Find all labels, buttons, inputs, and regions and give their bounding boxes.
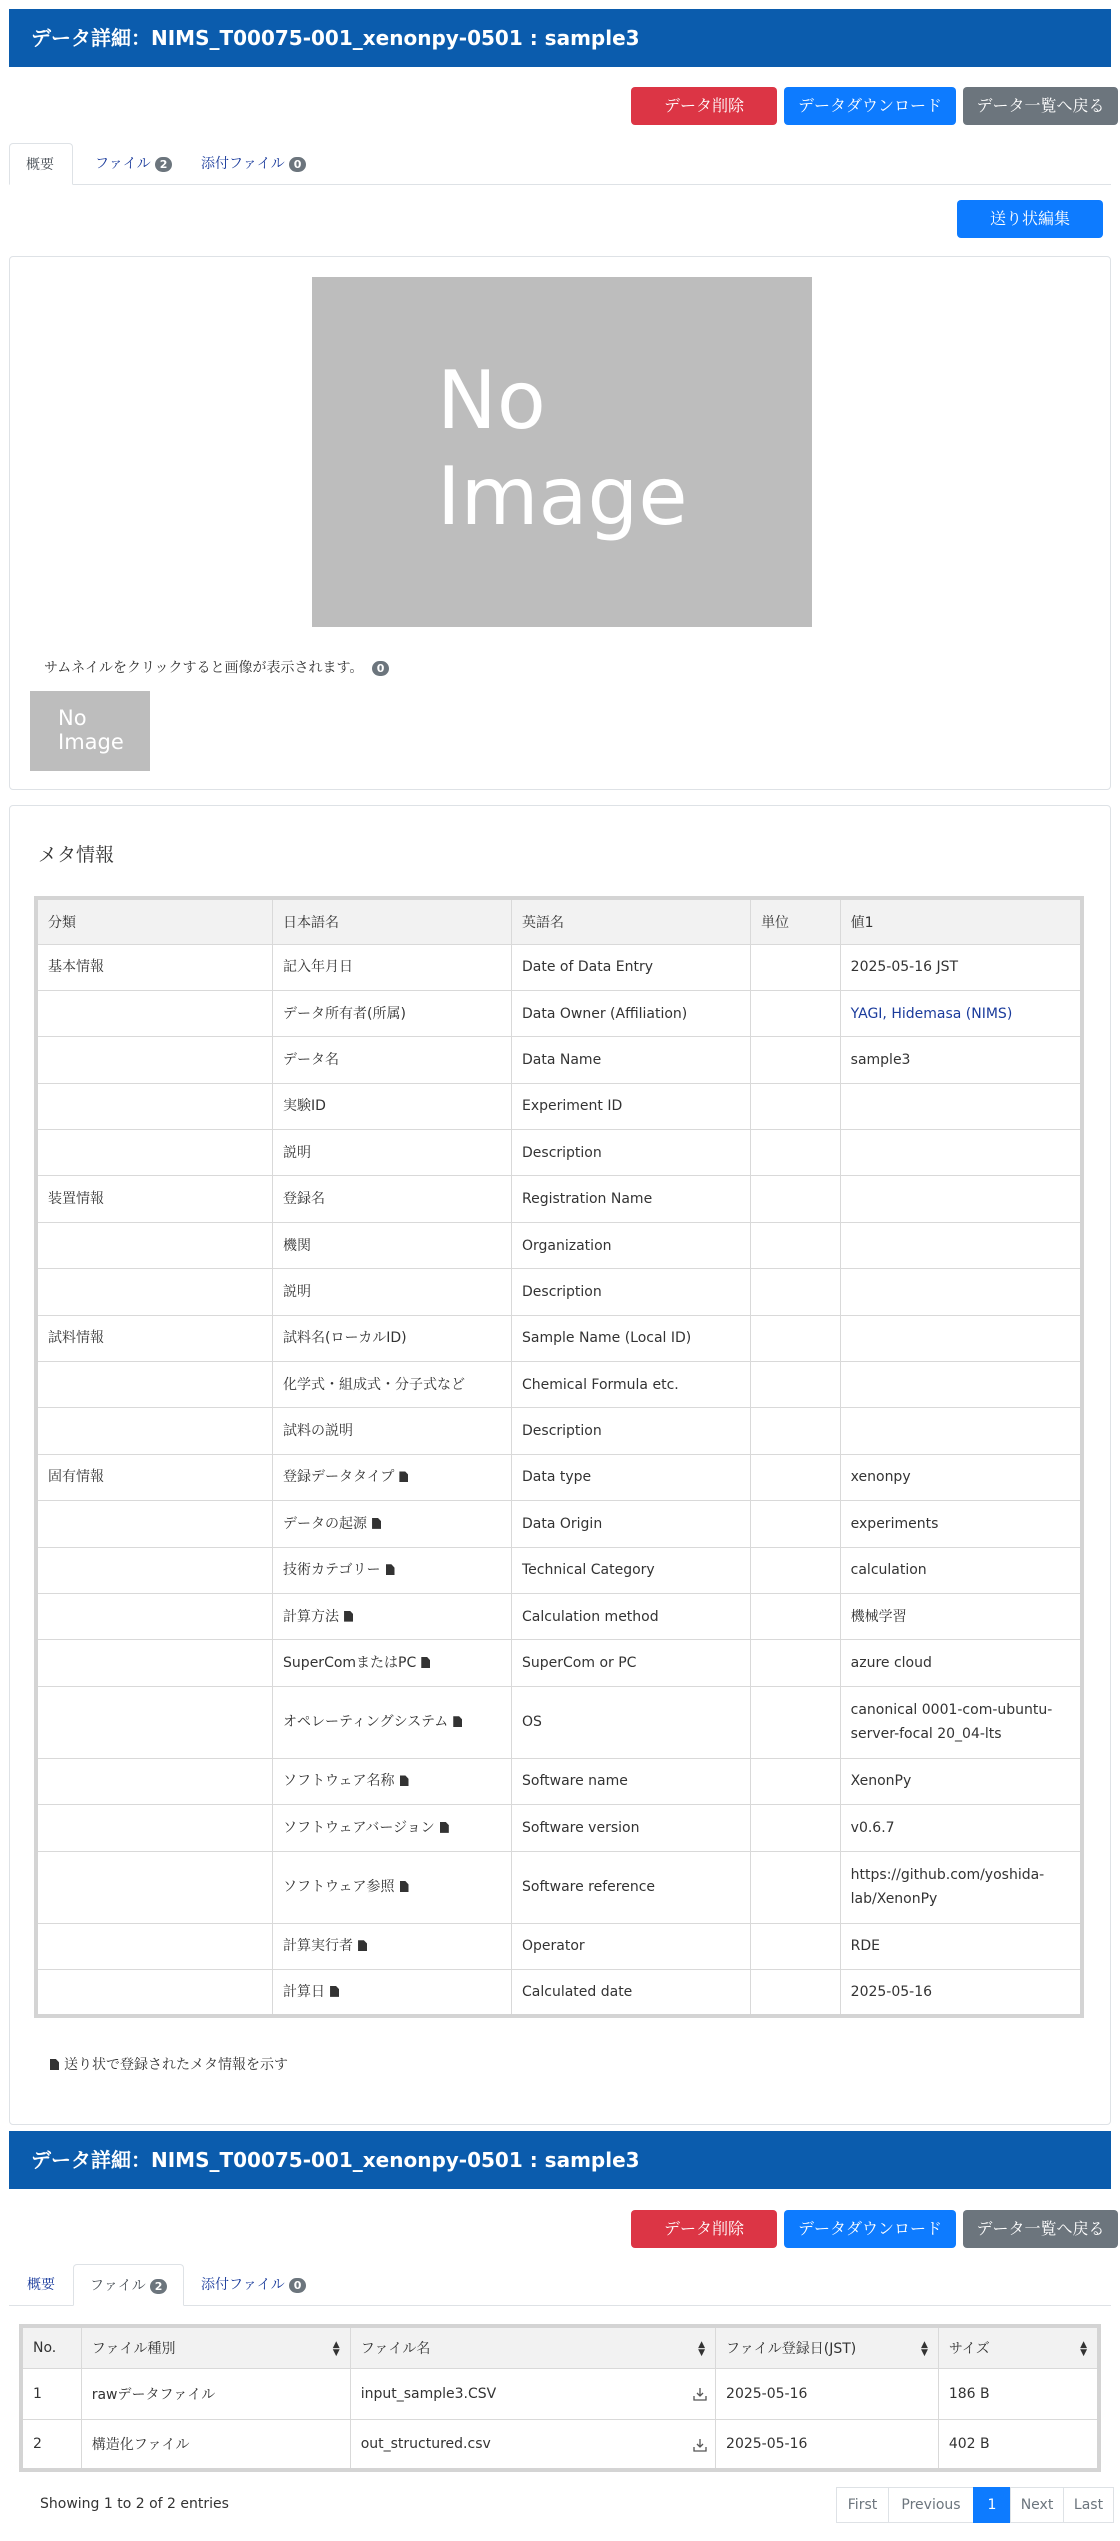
meta-category-cell bbox=[36, 1408, 273, 1454]
meta-row bbox=[36, 1501, 1082, 1547]
meta-unit-cell bbox=[751, 1851, 841, 1923]
document-icon bbox=[453, 1716, 462, 1727]
meta-value-cell: calculation bbox=[840, 1547, 1082, 1593]
meta-japanese-name-cell: 登録名 bbox=[273, 1176, 512, 1222]
document-icon bbox=[440, 1822, 449, 1833]
meta-value-cell bbox=[840, 1176, 1082, 1222]
meta-japanese-name-cell: SuperComまたはPC bbox=[273, 1640, 512, 1686]
meta-english-name-cell: Data Owner (Affiliation) bbox=[512, 990, 751, 1036]
meta-category-cell: 基本情報 bbox=[36, 944, 273, 990]
meta-row bbox=[36, 1547, 1082, 1593]
edit-invoice-button[interactable]: 送り状編集 bbox=[957, 200, 1103, 238]
meta-japanese-name-cell: ソフトウェア参照 bbox=[273, 1851, 512, 1923]
meta-category-cell bbox=[36, 1969, 273, 2015]
meta-value-cell: sample3 bbox=[840, 1037, 1082, 1083]
page-title-secondary: データ詳細：NIMS_T00075-001_xenonpy-0501 : sample3 bbox=[9, 2131, 1111, 2189]
meta-japanese-name-cell: 試料名(ローカルID) bbox=[273, 1315, 512, 1361]
meta-value-cell: v0.6.7 bbox=[840, 1805, 1082, 1851]
meta-japanese-name-cell: データ名 bbox=[273, 1037, 512, 1083]
meta-unit-cell bbox=[751, 1969, 841, 2015]
thumbnail-count-badge: 0 bbox=[372, 661, 390, 676]
meta-unit-cell bbox=[751, 1083, 841, 1129]
meta-english-name-cell: Organization bbox=[512, 1222, 751, 1268]
meta-category-cell bbox=[36, 1686, 273, 1758]
download-icon[interactable] bbox=[693, 2438, 707, 2452]
meta-category-cell bbox=[36, 1083, 273, 1129]
meta-value-cell: 2025-05-16 JST bbox=[840, 944, 1082, 990]
meta-row bbox=[36, 1130, 1082, 1176]
meta-card bbox=[9, 805, 1111, 2125]
meta-unit-cell bbox=[751, 1805, 841, 1851]
meta-row bbox=[36, 1805, 1082, 1851]
meta-unit-cell bbox=[751, 1454, 841, 1500]
file-date-cell: 2025-05-16 bbox=[716, 2368, 939, 2419]
meta-row bbox=[36, 1593, 1082, 1639]
meta-category-cell bbox=[36, 990, 273, 1036]
meta-row bbox=[36, 1362, 1082, 1408]
meta-value-cell bbox=[840, 990, 1082, 1036]
back-to-list-button[interactable]: データ一覧へ戻る bbox=[963, 87, 1118, 125]
pagination-first[interactable]: First bbox=[836, 2487, 889, 2523]
document-icon bbox=[344, 1611, 353, 1622]
meta-row bbox=[36, 1176, 1082, 1222]
meta-unit-cell bbox=[751, 1686, 841, 1758]
sort-icon: ▲ ▼ bbox=[1080, 2340, 1087, 2358]
pagination-page-1[interactable]: 1 bbox=[973, 2487, 1011, 2523]
document-icon bbox=[358, 1940, 367, 1951]
meta-row bbox=[36, 1640, 1082, 1686]
attachments-count-badge: 0 bbox=[289, 157, 307, 172]
meta-japanese-name-cell: 技術カテゴリー bbox=[273, 1547, 512, 1593]
meta-value-cell: azure cloud bbox=[840, 1640, 1082, 1686]
meta-title: メタ情報 bbox=[38, 844, 115, 866]
meta-japanese-name-cell: オペレーティングシステム bbox=[273, 1686, 512, 1758]
meta-japanese-name-cell: 計算方法 bbox=[273, 1593, 512, 1639]
document-icon bbox=[399, 1471, 408, 1482]
meta-row bbox=[36, 1969, 1082, 2015]
file-size-cell: 186 B bbox=[938, 2368, 1099, 2419]
back-to-list-button[interactable]: データ一覧へ戻る bbox=[963, 2210, 1118, 2248]
meta-english-name-cell: Experiment ID bbox=[512, 1083, 751, 1129]
meta-japanese-name-cell: 機関 bbox=[273, 1222, 512, 1268]
meta-value-cell: 2025-05-16 bbox=[840, 1969, 1082, 2015]
meta-value-cell bbox=[840, 1222, 1082, 1268]
meta-category-cell bbox=[36, 1547, 273, 1593]
document-icon bbox=[50, 2059, 59, 2070]
meta-japanese-name-cell: ソフトウェアバージョン bbox=[273, 1805, 512, 1851]
meta-value-cell: https://github.com/yoshida-lab/XenonPy bbox=[840, 1851, 1082, 1923]
meta-english-name-cell: Description bbox=[512, 1269, 751, 1315]
file-name-cell: out_structured.csv bbox=[350, 2419, 715, 2470]
meta-unit-cell bbox=[751, 1640, 841, 1686]
meta-english-name-cell: Description bbox=[512, 1130, 751, 1176]
meta-unit-cell bbox=[751, 1923, 841, 1969]
tab-attachments[interactable]: 添付ファイル 0 bbox=[185, 2264, 322, 2306]
meta-unit-cell bbox=[751, 1501, 841, 1547]
file-name-cell: input_sample3.CSV bbox=[350, 2368, 715, 2419]
files-header-sortable[interactable]: ファイル名 ▲ ▼ bbox=[350, 2326, 715, 2368]
meta-header-row bbox=[36, 898, 1082, 944]
tab-attachments[interactable]: 添付ファイル 0 bbox=[185, 143, 322, 185]
meta-value-cell bbox=[840, 1362, 1082, 1408]
thumbnail-note: サムネイルをクリックすると画像が表示されます。 0 bbox=[44, 657, 389, 677]
meta-value-cell bbox=[840, 1315, 1082, 1361]
meta-category-cell bbox=[36, 1269, 273, 1315]
entries-info: Showing 1 to 2 of 2 entries bbox=[40, 2496, 229, 2512]
file-number-cell: 2 bbox=[21, 2419, 81, 2470]
meta-japanese-name-cell: ソフトウェア名称 bbox=[273, 1758, 512, 1804]
thumbnail-card bbox=[9, 256, 1111, 790]
meta-category-cell: 試料情報 bbox=[36, 1315, 273, 1361]
sort-icon: ▲ ▼ bbox=[698, 2340, 706, 2358]
delete-data-button[interactable]: データ削除 bbox=[631, 87, 777, 125]
meta-footnote: 送り状で登録されたメタ情報を示す bbox=[50, 2054, 288, 2074]
meta-japanese-name-cell: 計算実行者 bbox=[273, 1923, 512, 1969]
meta-unit-cell bbox=[751, 1362, 841, 1408]
meta-japanese-name-cell: 記入年月日 bbox=[273, 944, 512, 990]
document-icon bbox=[386, 1564, 395, 1575]
meta-unit-cell bbox=[751, 1037, 841, 1083]
meta-category-cell bbox=[36, 1805, 273, 1851]
meta-english-name-cell: Registration Name bbox=[512, 1176, 751, 1222]
meta-category-cell: 装置情報 bbox=[36, 1176, 273, 1222]
page-title: データ詳細：NIMS_T00075-001_xenonpy-0501 : sample3 bbox=[9, 9, 1111, 67]
meta-row bbox=[36, 1315, 1082, 1361]
meta-row bbox=[36, 1851, 1082, 1923]
file-size-cell: 402 B bbox=[938, 2419, 1099, 2470]
meta-unit-cell bbox=[751, 1222, 841, 1268]
meta-category-cell bbox=[36, 1640, 273, 1686]
thumbnail-placeholder[interactable]: No Image bbox=[30, 691, 150, 771]
meta-english-name-cell: Sample Name (Local ID) bbox=[512, 1315, 751, 1361]
meta-unit-cell bbox=[751, 1593, 841, 1639]
meta-unit-cell bbox=[751, 1176, 841, 1222]
tab-overview[interactable]: 概要 bbox=[9, 143, 73, 185]
meta-header: 分類 bbox=[36, 898, 273, 944]
meta-english-name-cell: Data type bbox=[512, 1454, 751, 1500]
pagination-previous[interactable]: Previous bbox=[888, 2487, 974, 2523]
meta-unit-cell bbox=[751, 944, 841, 990]
download-icon[interactable] bbox=[693, 2387, 707, 2401]
meta-english-name-cell: Date of Data Entry bbox=[512, 944, 751, 990]
meta-value-cell: 機械学習 bbox=[840, 1593, 1082, 1639]
meta-japanese-name-cell: データ所有者(所属) bbox=[273, 990, 512, 1036]
meta-value-cell bbox=[840, 1269, 1082, 1315]
files-header-sortable[interactable]: サイズ ▲ ▼ bbox=[938, 2326, 1099, 2368]
download-data-button[interactable]: データダウンロード bbox=[784, 87, 956, 125]
file-row bbox=[21, 2368, 1099, 2419]
document-icon bbox=[400, 1775, 409, 1786]
meta-category-cell: 固有情報 bbox=[36, 1454, 273, 1500]
meta-category-cell bbox=[36, 1851, 273, 1923]
meta-row bbox=[36, 1454, 1082, 1500]
meta-row bbox=[36, 1758, 1082, 1804]
meta-row bbox=[36, 1923, 1082, 1969]
meta-japanese-name-cell: 化学式・組成式・分子式など bbox=[273, 1362, 512, 1408]
meta-value-cell: xenonpy bbox=[840, 1454, 1082, 1500]
meta-row bbox=[36, 1408, 1082, 1454]
meta-english-name-cell: Software name bbox=[512, 1758, 751, 1804]
data-owner-link[interactable]: YAGI, Hidemasa (NIMS) bbox=[850, 1005, 1013, 1022]
meta-unit-cell bbox=[751, 1547, 841, 1593]
meta-value-cell bbox=[840, 1408, 1082, 1454]
meta-japanese-name-cell: データの起源 bbox=[273, 1501, 512, 1547]
meta-value-cell bbox=[840, 1130, 1082, 1176]
meta-english-name-cell: Operator bbox=[512, 1923, 751, 1969]
meta-unit-cell bbox=[751, 1758, 841, 1804]
meta-value-cell bbox=[840, 1083, 1082, 1129]
meta-row bbox=[36, 990, 1082, 1036]
delete-data-button[interactable]: データ削除 bbox=[631, 2210, 777, 2248]
files-header-row bbox=[21, 2326, 1099, 2368]
attachments-count-badge: 0 bbox=[289, 2278, 307, 2293]
meta-category-cell bbox=[36, 1758, 273, 1804]
meta-unit-cell bbox=[751, 990, 841, 1036]
sort-icon: ▲ ▼ bbox=[920, 2340, 928, 2358]
meta-header: 値1 bbox=[840, 898, 1082, 944]
files-header-sortable[interactable]: ファイル種別 ▲ ▼ bbox=[81, 2326, 350, 2368]
meta-value-cell: canonical 0001-com-ubuntu-server-focal 20_04-lts bbox=[840, 1686, 1082, 1758]
meta-japanese-name-cell: 試料の説明 bbox=[273, 1408, 512, 1454]
tab-overview[interactable]: 概要 bbox=[27, 2277, 55, 2293]
meta-value-cell: RDE bbox=[840, 1923, 1082, 1969]
meta-english-name-cell: Software version bbox=[512, 1805, 751, 1851]
meta-value-cell: experiments bbox=[840, 1501, 1082, 1547]
meta-table bbox=[34, 896, 1084, 2018]
tab-files[interactable]: ファイル 2 bbox=[79, 143, 188, 185]
file-date-cell: 2025-05-16 bbox=[716, 2419, 939, 2470]
meta-row bbox=[36, 1222, 1082, 1268]
meta-japanese-name-cell: 登録データタイプ bbox=[273, 1454, 512, 1500]
document-icon bbox=[330, 1986, 339, 1997]
document-icon bbox=[421, 1657, 430, 1668]
files-count-badge: 2 bbox=[155, 157, 173, 172]
meta-japanese-name-cell: 説明 bbox=[273, 1269, 512, 1315]
meta-english-name-cell: Calculation method bbox=[512, 1593, 751, 1639]
meta-row bbox=[36, 1037, 1082, 1083]
file-number-cell: 1 bbox=[21, 2368, 81, 2419]
meta-value-cell: XenonPy bbox=[840, 1758, 1082, 1804]
download-data-button[interactable]: データダウンロード bbox=[784, 2210, 956, 2248]
meta-english-name-cell: Technical Category bbox=[512, 1547, 751, 1593]
meta-row bbox=[36, 944, 1082, 990]
pagination-next[interactable]: Next bbox=[1010, 2487, 1064, 2523]
meta-header: 英語名 bbox=[512, 898, 751, 944]
meta-english-name-cell: Data Origin bbox=[512, 1501, 751, 1547]
files-header-sortable[interactable]: ファイル登録日(JST) ▲ ▼ bbox=[716, 2326, 939, 2368]
document-icon bbox=[372, 1518, 381, 1529]
document-icon bbox=[400, 1881, 409, 1892]
meta-header: 単位 bbox=[751, 898, 841, 944]
pagination-last[interactable]: Last bbox=[1063, 2487, 1114, 2523]
meta-category-cell bbox=[36, 1923, 273, 1969]
meta-row bbox=[36, 1269, 1082, 1315]
meta-english-name-cell: Description bbox=[512, 1408, 751, 1454]
meta-english-name-cell: Calculated date bbox=[512, 1969, 751, 2015]
meta-category-cell bbox=[36, 1037, 273, 1083]
files-count-badge: 2 bbox=[150, 2279, 168, 2294]
meta-unit-cell bbox=[751, 1130, 841, 1176]
tab-bar bbox=[9, 143, 1111, 185]
meta-header: 日本語名 bbox=[273, 898, 512, 944]
tab-bar bbox=[9, 2264, 1111, 2306]
meta-category-cell bbox=[36, 1130, 273, 1176]
file-row bbox=[21, 2419, 1099, 2470]
tab-files[interactable]: ファイル 2 bbox=[73, 2264, 184, 2306]
meta-category-cell bbox=[36, 1222, 273, 1268]
files-header: No. bbox=[21, 2326, 81, 2368]
main-image-placeholder[interactable]: No Image bbox=[312, 277, 812, 627]
file-type-cell: rawデータファイル bbox=[81, 2368, 350, 2419]
meta-unit-cell bbox=[751, 1269, 841, 1315]
meta-category-cell bbox=[36, 1593, 273, 1639]
file-type-cell: 構造化ファイル bbox=[81, 2419, 350, 2470]
meta-english-name-cell: SuperCom or PC bbox=[512, 1640, 751, 1686]
meta-unit-cell bbox=[751, 1315, 841, 1361]
meta-english-name-cell: Data Name bbox=[512, 1037, 751, 1083]
meta-row bbox=[36, 1686, 1082, 1758]
meta-unit-cell bbox=[751, 1408, 841, 1454]
sort-icon: ▲ ▼ bbox=[332, 2340, 340, 2358]
meta-english-name-cell: OS bbox=[512, 1686, 751, 1758]
meta-english-name-cell: Chemical Formula etc. bbox=[512, 1362, 751, 1408]
meta-english-name-cell: Software reference bbox=[512, 1851, 751, 1923]
meta-row bbox=[36, 1083, 1082, 1129]
meta-japanese-name-cell: 説明 bbox=[273, 1130, 512, 1176]
meta-japanese-name-cell: 計算日 bbox=[273, 1969, 512, 2015]
meta-category-cell bbox=[36, 1501, 273, 1547]
meta-japanese-name-cell: 実験ID bbox=[273, 1083, 512, 1129]
meta-category-cell bbox=[36, 1362, 273, 1408]
files-table bbox=[19, 2324, 1101, 2472]
